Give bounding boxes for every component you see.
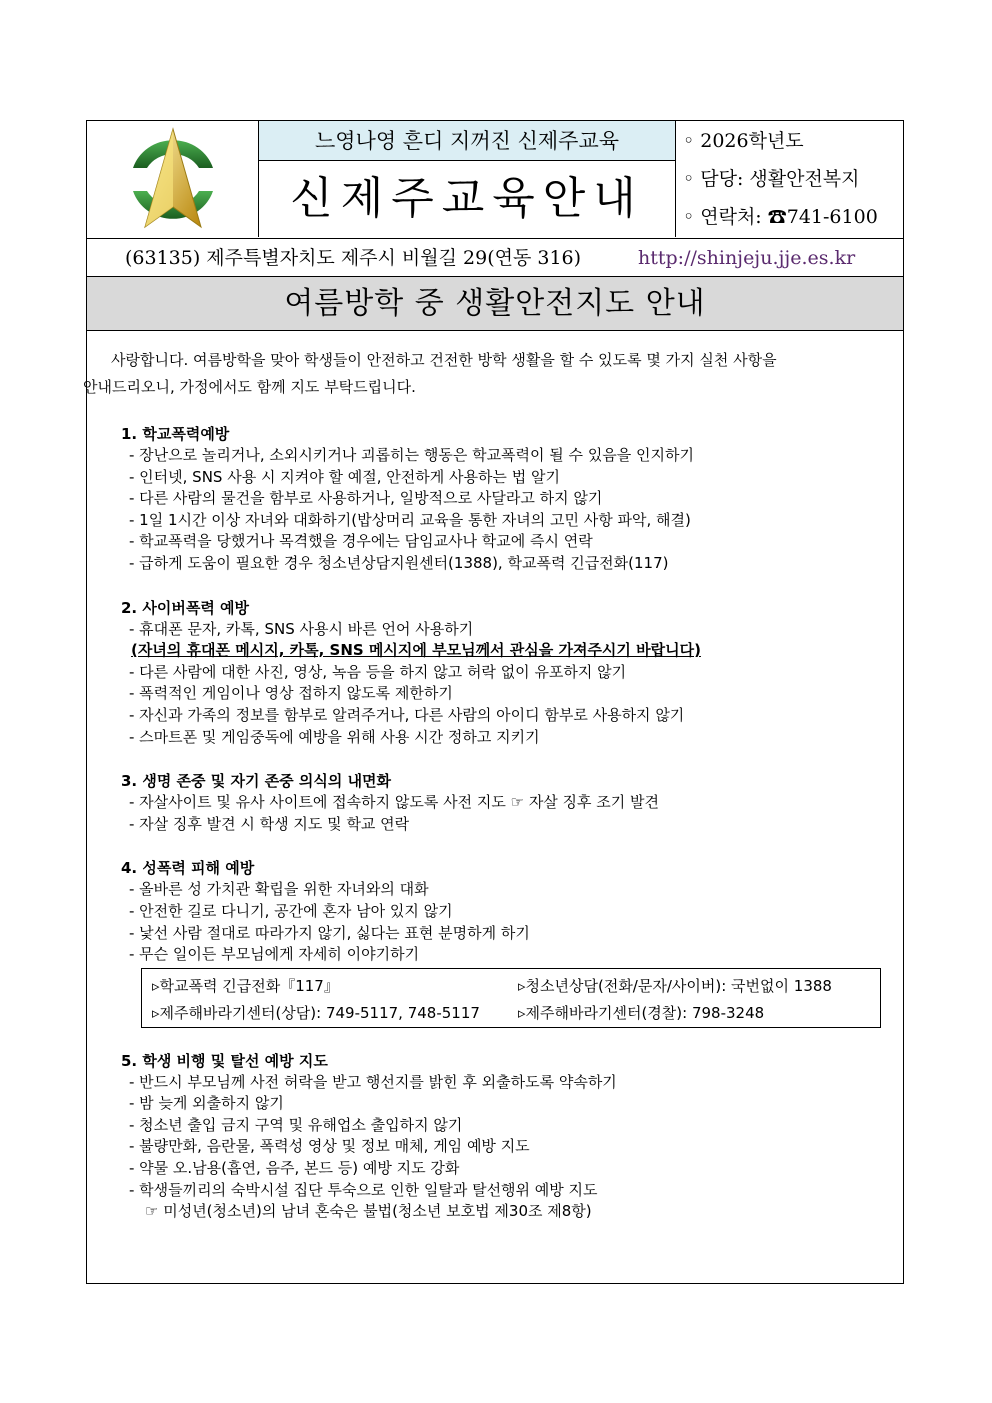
- document-title: 여름방학 중 생활안전지도 안내: [87, 277, 903, 331]
- contact-school-violence: ▹학교폭력 긴급전화『117』: [152, 976, 339, 995]
- list-item: - 자신과 가족의 정보를 함부로 알려주거나, 다른 사람의 아이디 함부로 사용하지 않기: [129, 705, 685, 724]
- list-item: - 다른 사람의 물건을 함부로 사용하거나, 일방적으로 사달라고 하지 않기: [129, 489, 603, 508]
- list-item: - 폭력적인 게임이나 영상 접하지 않도록 제한하기: [129, 684, 453, 703]
- list-item: - 청소년 출입 금지 구역 및 유해업소 출입하지 않기: [129, 1115, 463, 1134]
- parent-notice-underlined: (자녀의 휴대폰 메시지, 카톡, SNS 메시지에 부모님께서 관심을 가져주시기 바랍니다): [131, 641, 701, 660]
- document-body: [83, 347, 893, 1223]
- list-item: - 인터넷, SNS 사용 시 지켜야 할 예절, 안전하게 사용하는 법 알기: [129, 467, 560, 486]
- contact-sunflower-counsel: ▹제주해바라기센터(상담): 749-5117, 748-5117: [152, 1003, 480, 1022]
- section-heading: 1. 학교폭력예방: [121, 425, 230, 443]
- info-block: [683, 121, 901, 235]
- section-cyber-violence: [97, 597, 893, 749]
- section-heading: 5. 학생 비행 및 탈선 예방 지도: [121, 1051, 328, 1070]
- school-url-link[interactable]: http://shinjeju.jje.es.kr: [638, 247, 856, 269]
- list-item: - 무슨 일이든 부모님에게 자세히 이야기하기: [129, 945, 420, 964]
- section-heading: 2. 사이버폭력 예방: [121, 598, 250, 617]
- contact-sunflower-police: ▹제주해바라기센터(경찰): 798-3248: [518, 1003, 765, 1022]
- list-item: - 불량만화, 음란물, 폭력성 영상 및 정보 매체, 게임 예방 지도: [129, 1137, 530, 1156]
- section-heading: 4. 성폭력 피해 예방: [121, 859, 255, 878]
- list-item: - 장난으로 놀리거나, 소외시키거나 괴롭히는 행동은 학교폭력이 될 수 있음을 인지하기: [129, 446, 695, 464]
- list-item: - 약물 오.남용(흡연, 음주, 본드 등) 예방 지도 강화: [129, 1159, 460, 1178]
- notice-frame: [83, 120, 904, 1284]
- list-item: - 휴대폰 문자, 카톡, SNS 사용시 바른 언어 사용하기: [129, 619, 474, 638]
- list-item: - 스마트폰 및 게임중독에 예방을 위해 사용 시간 정하고 지키기: [129, 727, 540, 746]
- list-item: - 자살 징후 발견 시 학생 지도 및 학교 연락: [129, 814, 410, 833]
- section-sexual-violence: [97, 857, 893, 1027]
- list-item: - 안전한 길로 다니기, 공간에 혼자 남아 있지 않기: [129, 901, 453, 920]
- section-life-respect: [97, 770, 893, 835]
- info-year: ◦ 2026학년도: [683, 130, 804, 152]
- list-item: - 학생들끼리의 숙박시설 집단 투숙으로 인한 일탈과 탈선행위 예방 지도: [129, 1180, 598, 1199]
- list-item: - 밤 늦게 외출하지 않기: [129, 1094, 284, 1113]
- section-school-violence: [97, 423, 893, 575]
- info-phone: ◦ 연락처: ☎741-6100: [683, 206, 878, 228]
- slogan: 느영나영 흔디 지꺼진 신제주교육: [259, 121, 676, 161]
- section-delinquency: [97, 1050, 893, 1223]
- address-bar: [87, 239, 903, 277]
- info-department: ◦ 담당: 생활안전복지: [683, 168, 860, 190]
- emergency-contacts-box: [141, 968, 881, 1028]
- school-logo-icon: [115, 123, 231, 235]
- list-item: - 올바른 성 가치관 확립을 위한 자녀와의 대화: [129, 880, 429, 899]
- list-item: - 자살사이트 및 유사 사이트에 접속하지 않도록 사전 지도 ☞ 자살 징후 조기 발견: [129, 793, 660, 812]
- list-item: - 1일 1시간 이상 자녀와 대화하기(밥상머리 교육을 통한 자녀의 고민 사항 파악, 해결): [129, 510, 691, 529]
- legal-note: ☞ 미성년(청소년)의 남녀 혼숙은 불법(청소년 보호법 제30조 제8항): [145, 1202, 592, 1221]
- contact-youth-counsel: ▹청소년상담(전화/문자/사이버): 국번없이 1388: [518, 976, 832, 995]
- intro-paragraph: 사랑합니다. 여름방학을 맞아 학생들이 안전하고 건전한 방학 생활을 할 수 있도록 몇 가지 실천 사항을 안내드리오니, 가정에서도 함께 지도 부탁드립니다.: [83, 351, 777, 396]
- list-item: - 급하게 도움이 필요한 경우 청소년상담지원센터(1388), 학교폭력 긴급전화(117): [129, 553, 669, 572]
- letterhead: [87, 121, 903, 239]
- list-item: - 다른 사람에 대한 사진, 영상, 녹음 등을 하지 않고 허락 없이 유포하지 않기: [129, 662, 627, 681]
- list-item: - 낯선 사람 절대로 따라가지 않기, 싫다는 표현 분명하게 하기: [129, 923, 530, 942]
- list-item: - 학교폭력을 당했거나 목격했을 경우에는 담임교사나 학교에 즉시 연락: [129, 532, 593, 551]
- newsletter-title: 신제주교육안내: [259, 161, 676, 237]
- logo-cell: [87, 121, 259, 237]
- school-address: (63135) 제주특별자치도 제주시 비월길 29(연동 316): [125, 247, 582, 269]
- list-item: - 반드시 부모님께 사전 허락을 받고 행선지를 밝힌 후 외출하도록 약속하기: [129, 1072, 617, 1091]
- section-heading: 3. 생명 존중 및 자기 존중 의식의 내면화: [121, 772, 392, 791]
